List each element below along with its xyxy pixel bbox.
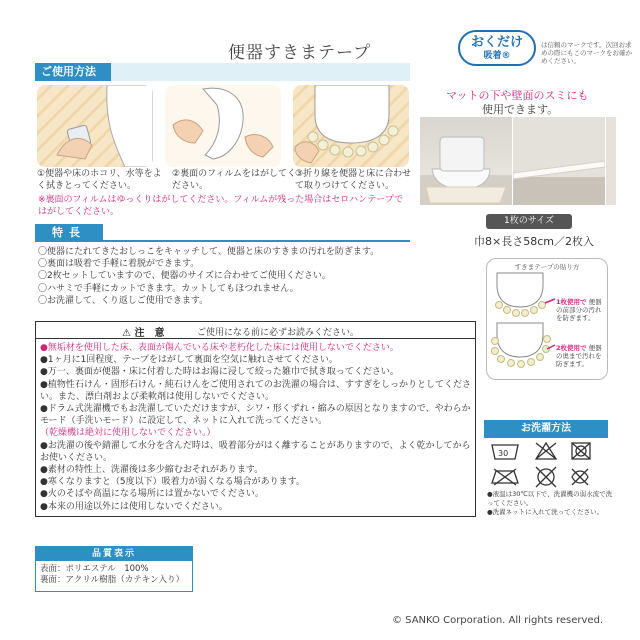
list-item: ●万一、裏面が便器・床に付着した時はお湯に浸して絞った雑巾で拭き取ってください。 (40, 367, 399, 378)
diagram-note-two-strong: 2枚使用で (556, 344, 587, 352)
list-item: 〇ハサミで手軽にカットできます。カットしてもほつれません。 (38, 283, 299, 294)
step1-text: ①便器や床のホコリ、水等をよく拭きとってください。 (37, 169, 162, 191)
right-lead (446, 89, 636, 117)
step3-illustration (293, 85, 409, 167)
features-heading: 特長 (35, 224, 103, 242)
washing-note-1: ●液温は30℃以下で、洗濯機の弱水流で洗ってください。 (487, 490, 613, 507)
right-lead-rest: 使用できます。 (482, 103, 559, 116)
list-item: ●寒くなりますと（5度以下）吸着力が弱くなる場合があります。 (40, 477, 305, 488)
diagram-note-one (556, 298, 606, 322)
page-title: 便器すきまテープ (228, 43, 372, 63)
list-item: 〇裏面は吸着で手軽に着脱ができます。 (38, 259, 200, 270)
no-iron-icon (492, 469, 518, 485)
list-item: ●1ヶ月に1回程度、テープをはがして裏面を空気に触れさせてください。 (40, 355, 338, 366)
list-item: 〇お洗濯して、くり返しご使用できます。 (38, 295, 209, 306)
list-item: ●火のそばや高温になる場所には置かないでください。 (40, 489, 264, 500)
list-item: （乾燥機は絶対に使用しないでください。） (40, 428, 216, 439)
caution-subtitle: ご使用になる前に必ずお読みください。 (197, 328, 360, 338)
washing-note-2: ●洗濯ネットに入れて洗ってください。 (487, 508, 604, 516)
quality-heading: 品質表示 (36, 547, 192, 561)
size-text: 巾8×長さ58cm／2枚入 (474, 235, 594, 248)
right-lead-highlight: マットの下や壁面のスミにも (446, 89, 589, 102)
logo-line2: 吸着® (483, 51, 511, 61)
list-item: ●無垢材を使用した床、表面が傷んでいる床や老朽化した床には使用しないでください。 (40, 343, 399, 353)
list-item: ●素材の特性上、洗濯後は多少縮むおそれがあります。 (40, 465, 264, 476)
wall-corner-photo (513, 117, 605, 205)
wash-temp-icon (492, 445, 518, 459)
diagram-note-one-strong: 1枚使用で (556, 298, 587, 306)
features-rule (35, 240, 410, 242)
no-tumble-dry-icon (572, 443, 590, 459)
diagram-note-two-text: 便器の奥まで汚れを防ぎます。 (556, 344, 602, 368)
logo-note: は信頼のマークです。次回お求めの際にもこのマークをお確かめください。 (541, 41, 632, 65)
step3-text: ③折り線を便器と床に合わせて取りつけてください。 (295, 169, 412, 191)
diagram-title: すきまテープの貼り方 (514, 263, 580, 271)
step2-text: ②裏面のフィルムをはがしてください。 (172, 169, 296, 191)
washing-heading: お洗濯方法 (484, 420, 608, 438)
care-icons (488, 441, 612, 489)
okudake-logo (458, 30, 536, 66)
diagram-note-two (556, 344, 606, 368)
toilet-photo (420, 117, 512, 205)
film-note: ※裏面のフィルムはゆっくりはがしてください。フィルムが残った場合はセロハンテープではがしてください。 (38, 195, 404, 217)
no-wring-icon (572, 469, 588, 485)
photo-edge (606, 117, 616, 205)
copyright: © SANKO Corporation. All rights reserved. (392, 615, 604, 626)
list-item: 〇2枚セットしていますので、便器のサイズに合わせてご使用ください。 (38, 271, 331, 282)
dry-clean-icon (536, 467, 556, 487)
usage-heading: ご使用方法 (35, 63, 111, 81)
list-item: ●お洗濯の後や錆濯して水分を含んだ時は、吸着部分がはく離することがありますので、よく乾かしてからお使いください。 (40, 440, 471, 463)
step2-illustration (165, 85, 281, 167)
logo-line1: おくだけ (470, 35, 523, 50)
features-list (38, 246, 468, 307)
quality-rows (40, 564, 190, 586)
quality-row: 表面：ポリエステル 100% (40, 564, 149, 574)
quality-row: 裏面：アクリル樹脂（カテキン入り） (40, 575, 185, 585)
list-item: 〇便器にたれてきたおしっこをキャッチして、便器と床のすきまの汚れを防ぎます。 (38, 247, 380, 257)
diagram-note-one-text: 便器の前部分の汚れを防ぎます。 (556, 298, 602, 322)
washing-note (487, 490, 615, 517)
caution-title: ⚠ 注 意 (122, 328, 165, 339)
list-item: ●本来の用途以外には使用しないでください。 (40, 501, 228, 512)
caution-list (40, 342, 472, 513)
list-item: ●植物性石けん・固形石けん・純石けんをご使用されてのお洗濯の場合は、すすぎをしっかりとしてください。また、漂白剤および柔軟剤は使用しないでください。 (40, 379, 471, 402)
step1-illustration (37, 85, 153, 167)
wash-temp-label: 30 (498, 449, 509, 458)
no-bleach-icon (536, 443, 556, 459)
list-item: ●ドラム式洗濯機でもお洗濯していただけますが、シワ・形くずれ・縮みの原因となりますので、やわらかモード（手洗いモード）に設定して、ネットに入れて洗ってください。 (40, 404, 471, 427)
size-badge: 1枚のサイズ (486, 214, 572, 229)
